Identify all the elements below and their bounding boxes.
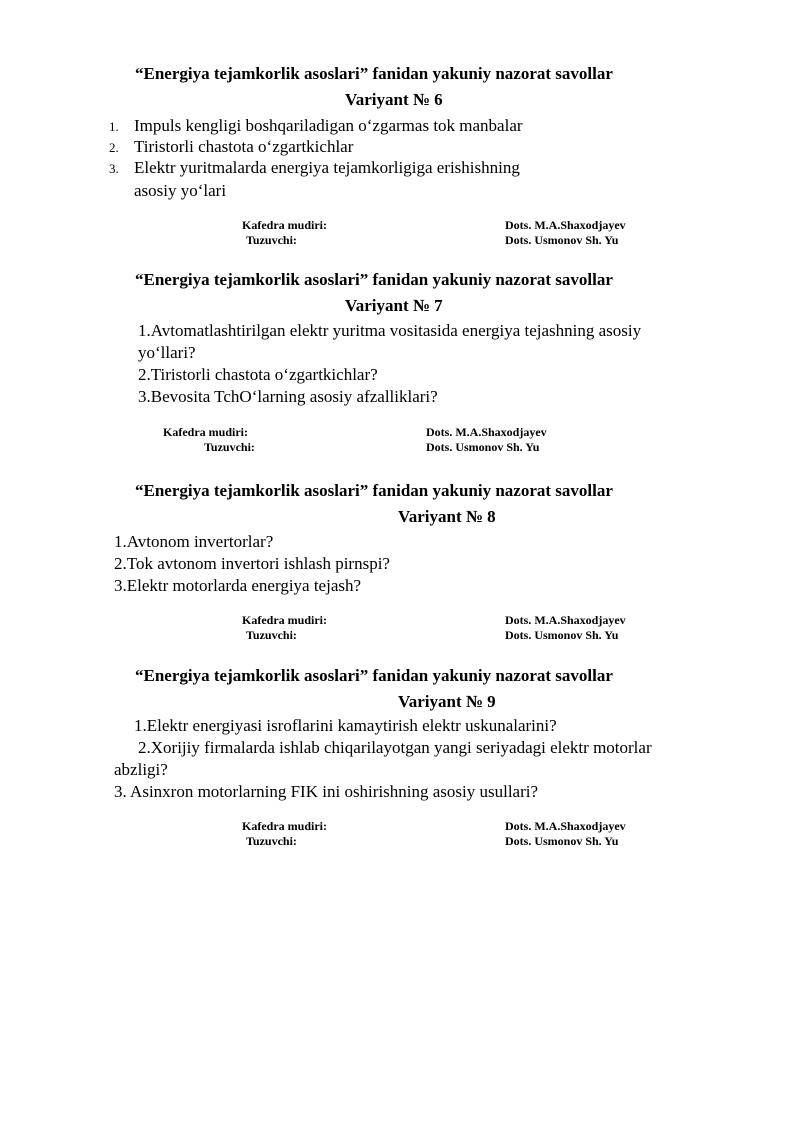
author-label: Tuzuvchi: — [246, 628, 297, 642]
author-label: Tuzuvchi: — [204, 440, 255, 454]
section-title: “Energiya tejamkorlik asoslari” fanidan yakuniy nazorat savollar — [135, 666, 613, 685]
question-line: 3. Asinxron motorlarning FIK ini oshirishning asosiy usullari? — [114, 782, 539, 801]
variant-heading: Variyant № 7 — [345, 296, 443, 315]
question-line: 2.Tiristorli chastota o‘zgartkichlar? — [138, 365, 378, 384]
variant-heading: Variyant № 8 — [398, 507, 496, 526]
section-title: “Energiya tejamkorlik asoslari” fanidan yakuniy nazorat savollar — [135, 64, 613, 83]
variant-heading: Variyant № 6 — [345, 90, 443, 109]
author-name: Dots. Usmonov Sh. Yu — [505, 628, 619, 642]
question-line: yo‘llari? — [138, 343, 196, 362]
head-of-department-label: Kafedra mudiri: — [242, 819, 327, 833]
head-of-department-name: Dots. M.A.Shaxodjayev — [505, 819, 626, 833]
variant-heading: Variyant № 9 — [398, 692, 496, 711]
question-line: 2.Xorijiy firmalarda ishlab chiqarilayotgan yangi seriyadagi elektr motorlar — [138, 738, 652, 757]
author-label: Tuzuvchi: — [246, 233, 297, 247]
author-label: Tuzuvchi: — [246, 834, 297, 848]
head-of-department-name: Dots. M.A.Shaxodjayev — [426, 425, 547, 439]
head-of-department-label: Kafedra mudiri: — [242, 218, 327, 232]
question-number: 1. — [109, 119, 119, 134]
head-of-department-label: Kafedra mudiri: — [163, 425, 248, 439]
author-name: Dots. Usmonov Sh. Yu — [426, 440, 540, 454]
question-line: 1.Avtomatlashtirilgan elektr yuritma vositasida energiya tejashning asosiy — [138, 321, 642, 340]
section-title: “Energiya tejamkorlik asoslari” fanidan yakuniy nazorat savollar — [135, 270, 613, 289]
head-of-department-label: Kafedra mudiri: — [242, 613, 327, 627]
head-of-department-name: Dots. M.A.Shaxodjayev — [505, 218, 626, 232]
question-text: Elektr yuritmalarda energiya tejamkorligiga erishishning — [134, 158, 520, 177]
question-number: 2. — [109, 140, 119, 155]
question-text: Tiristorli chastota o‘zgartkichlar — [134, 137, 354, 156]
head-of-department-name: Dots. M.A.Shaxodjayev — [505, 613, 626, 627]
question-line: 2.Tok avtonom invertori ishlash pirnspi? — [114, 554, 390, 573]
question-line: 3.Bevosita TchO‘larning asosiy afzalliklari? — [138, 387, 438, 406]
question-text-continuation: asosiy yo‘lari — [134, 181, 227, 200]
question-line: 1.Elektr energiyasi isroflarini kamaytirish elektr uskunalarini? — [134, 716, 557, 735]
author-name: Dots. Usmonov Sh. Yu — [505, 834, 619, 848]
section-title: “Energiya tejamkorlik asoslari” fanidan yakuniy nazorat savollar — [135, 481, 613, 500]
question-line: abzligi? — [114, 760, 168, 779]
question-line: 1.Avtonom invertorlar? — [114, 532, 274, 551]
question-number: 3. — [109, 161, 119, 176]
author-name: Dots. Usmonov Sh. Yu — [505, 233, 619, 247]
question-text: Impuls kengligi boshqariladigan o‘zgarmas tok manbalar — [134, 116, 523, 135]
question-line: 3.Elektr motorlarda energiya tejash? — [114, 576, 362, 595]
